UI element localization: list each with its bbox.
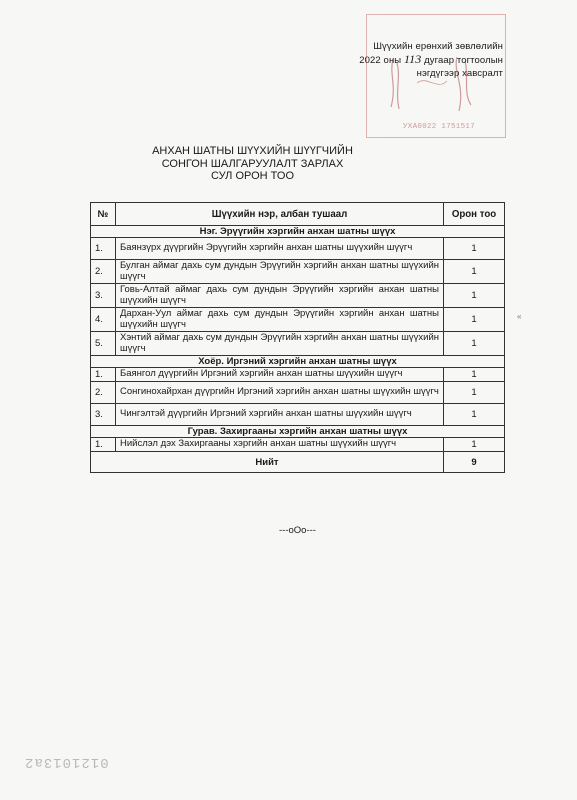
stamp-code: УХА0022 1751517	[403, 123, 476, 131]
row-court-name: Нийслэл дэх Захиргааны хэргийн анхан шатны шүүхийн шүүгч	[116, 438, 444, 452]
table-row	[91, 368, 505, 382]
row-court-name: Сонгинохайрхан дүүргийн Иргэний хэргийн анхан шатны шүүхийн шүүгч	[116, 382, 444, 404]
title-line-2: СОНГОН ШАЛГАРУУЛАЛТ ЗАРЛАХ	[161, 157, 344, 170]
row-court-name: Чингэлтэй дүүргийн Иргэний хэргийн анхан шатны шүүхийн шүүгч	[116, 404, 444, 426]
margin-mark: «	[517, 312, 522, 321]
row-court-name: Булган аймаг дахь сум дундын Эрүүгийн хэргийн анхан шатны шүүхийн шүүгч	[116, 260, 444, 284]
ref-line-2	[359, 53, 503, 67]
ref-resolution-suffix: дугаар тогтоолын	[424, 55, 503, 66]
document-serial-code: 0121013a2	[24, 754, 109, 770]
row-court-name: Баянзүрх дүүргийн Эрүүгийн хэргийн анхан шатны шүүхийн шүүгч	[116, 238, 444, 260]
table-row	[91, 308, 505, 332]
title-line-3: СУЛ ОРОН ТОО	[210, 170, 295, 182]
table-row	[91, 332, 505, 356]
row-number: 3.	[91, 284, 116, 308]
section-title-civil: Хоёр. Иргэний хэргийн анхан шатны шүүх	[91, 356, 505, 368]
row-number: 4.	[91, 308, 116, 332]
header-name: Шүүхийн нэр, албан тушаал	[116, 203, 444, 226]
row-court-name: Баянгол дүүргийн Иргэний хэргийн анхан шатны шүүхийн шүүгч	[116, 368, 444, 382]
table-row	[91, 438, 505, 452]
row-count: 1	[444, 382, 505, 404]
vacancy-table	[90, 202, 505, 473]
row-court-name: Дархан-Уул аймаг дахь сум дундын Эрүүгийн хэргийн анхан шатны шүүхийн шүүгч	[116, 308, 444, 332]
row-count: 1	[444, 404, 505, 426]
row-count: 1	[444, 308, 505, 332]
section-title-administrative: Гурав. Захиргааны хэргийн анхан шатны шүүх	[91, 426, 505, 438]
row-count: 1	[444, 260, 505, 284]
reference-block	[359, 40, 503, 80]
row-number: 1.	[91, 438, 116, 452]
ref-line-1: Шүүхийн ерөнхий зөвлөлийн	[373, 41, 503, 52]
table-row	[91, 382, 505, 404]
title-line-1: АНХАН ШАТНЫ ШҮҮХИЙН ШҮҮГЧИЙН	[152, 145, 353, 157]
row-number: 3.	[91, 404, 116, 426]
header-no: №	[91, 203, 116, 226]
end-mark: ---oOo---	[279, 525, 316, 536]
row-number: 2.	[91, 260, 116, 284]
row-number: 1.	[91, 238, 116, 260]
table-row	[91, 284, 505, 308]
table-row	[91, 404, 505, 426]
row-court-name: Говь-Алтай аймаг дахь сум дундын Эрүүгийн хэргийн анхан шатны шүүхийн шүүгч	[116, 284, 444, 308]
row-count: 1	[444, 284, 505, 308]
ref-year: 2022 оны	[359, 55, 402, 66]
row-number: 2.	[91, 382, 116, 404]
table-row	[91, 238, 505, 260]
row-number: 1.	[91, 368, 116, 382]
ref-line-3: нэгдүгээр хавсралт	[416, 68, 503, 79]
row-number: 5.	[91, 332, 116, 356]
total-row	[91, 452, 505, 473]
row-count: 1	[444, 368, 505, 382]
document-title	[0, 145, 505, 183]
row-count: 1	[444, 438, 505, 452]
total-value: 9	[444, 452, 505, 473]
row-court-name: Хэнтий аймаг дахь сум дундын Эрүүгийн хэргийн анхан шатны шүүхийн шүүгч	[116, 332, 444, 356]
ref-resolution-number: 113	[403, 52, 422, 66]
row-count: 1	[444, 238, 505, 260]
total-label: Нийт	[91, 452, 444, 473]
row-count: 1	[444, 332, 505, 356]
table-row	[91, 260, 505, 284]
header-count: Орон тоо	[444, 203, 505, 226]
section-title-criminal: Нэг. Эрүүгийн хэргийн анхан шатны шүүх	[91, 226, 505, 238]
